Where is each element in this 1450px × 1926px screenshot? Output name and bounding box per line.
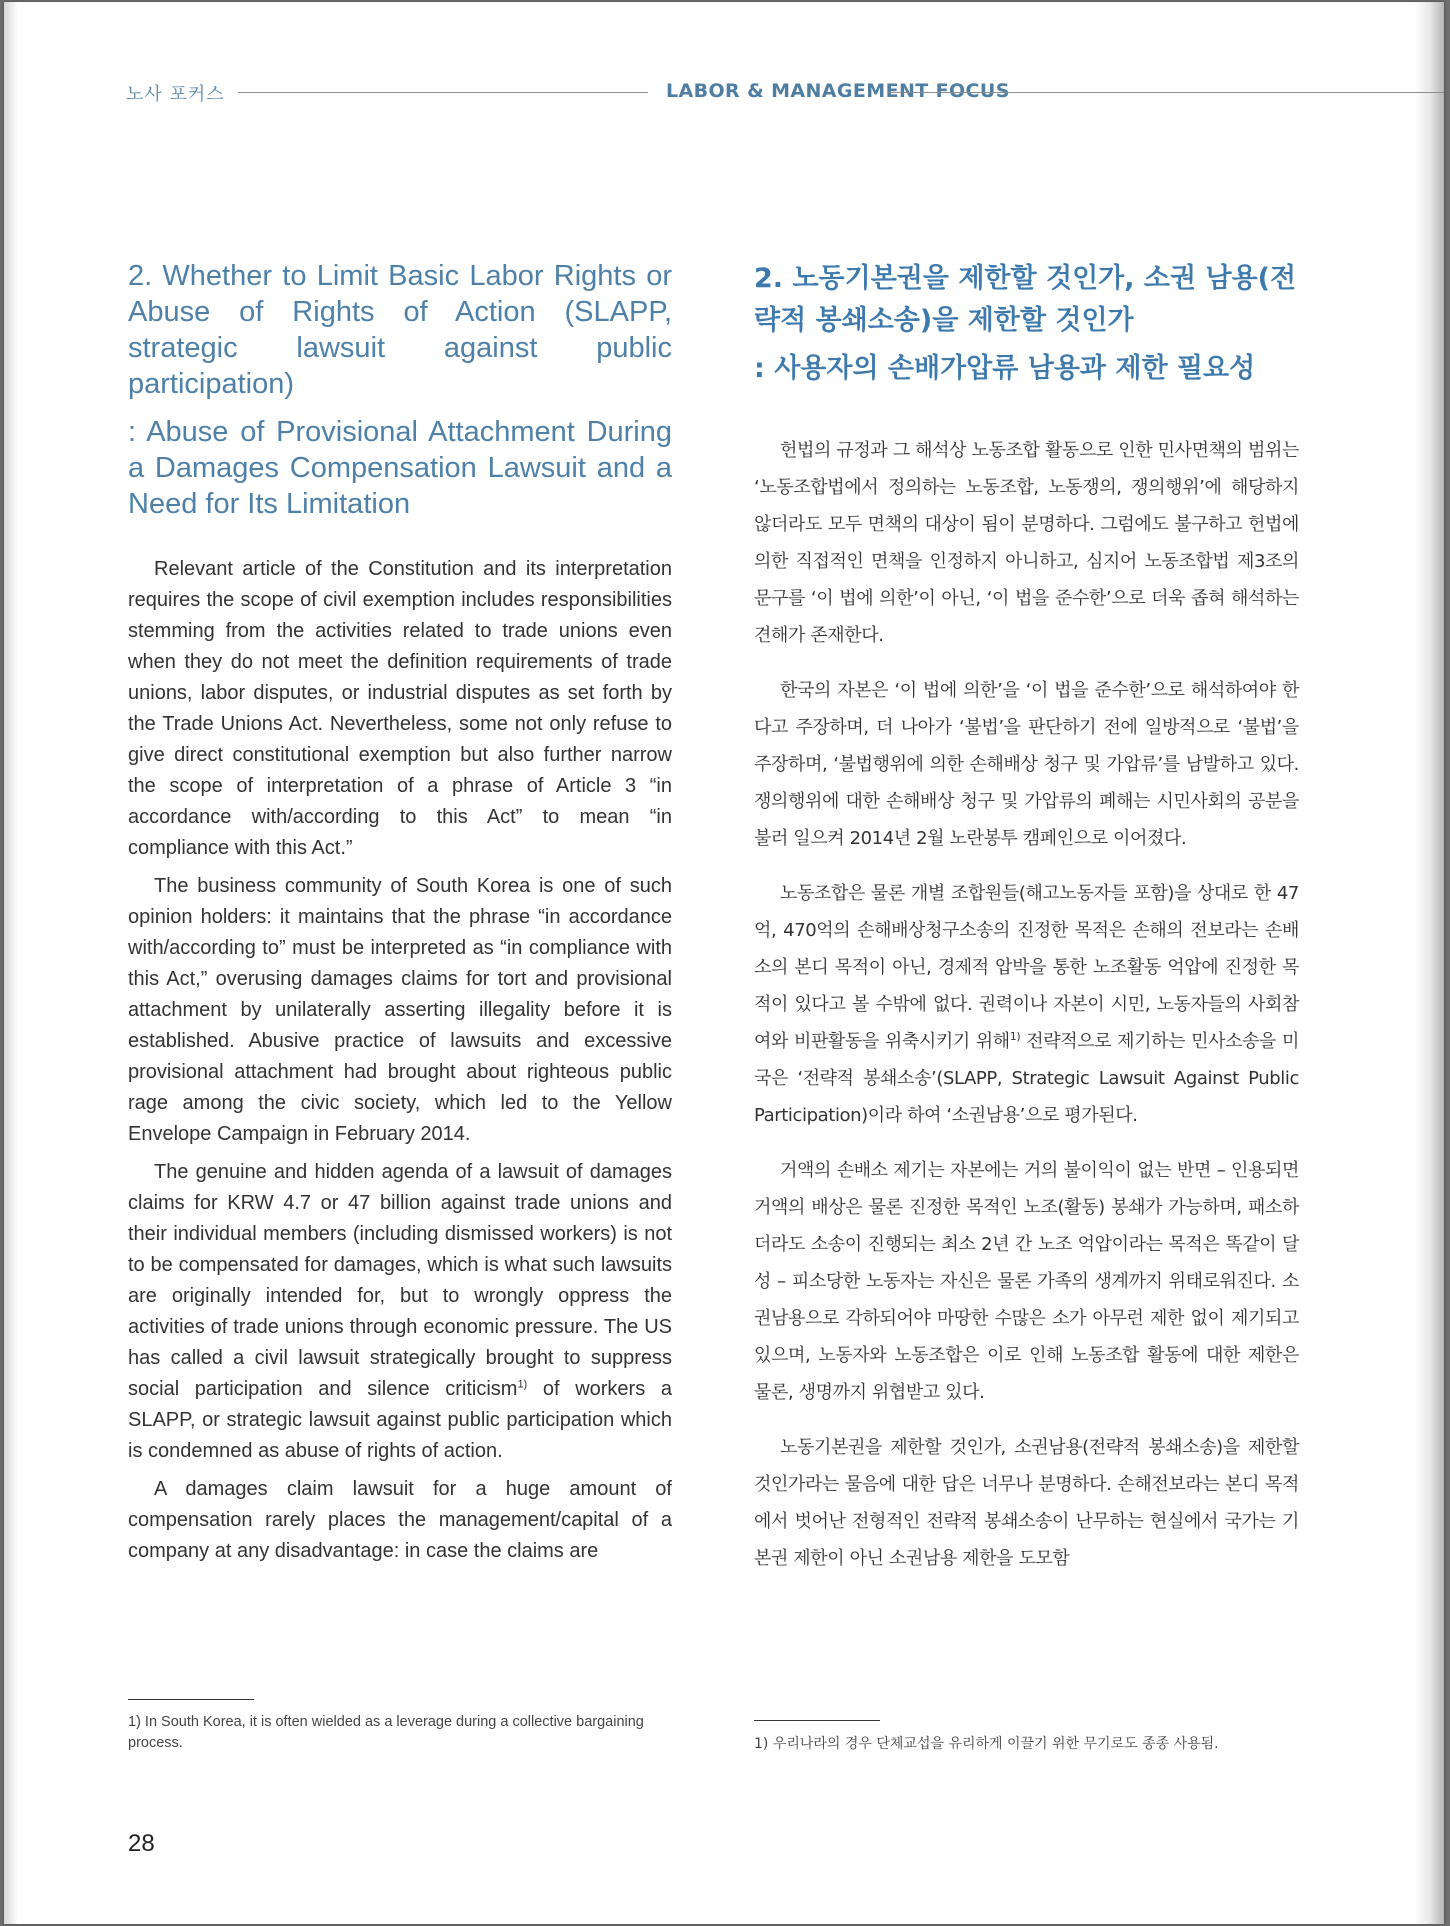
- korean-body: [754, 432, 1299, 1577]
- english-paragraph-2: The business community of South Korea is one of such opinion holders: it maintains that the phrase “in accordance with/according to” must be interpreted as “in compliance with this Act,” overusing damages claims for tort and provisional attachment by unilaterally asserting illegality before it is established. Abusive practice of lawsuits and excessive provisional attachment had brought about righteous public rage among the civic society, which led to the Yellow Envelope Campaign in February 2014.: [128, 875, 672, 1145]
- english-paragraph-3-text: The genuine and hidden agenda of a lawsuit of damages claims for KRW 4.7 or 47 billion against trade unions and their individual members (including dismissed workers) is not to be compensated for damages, which is what such lawsuits are originally intended for, but to wrongly oppress the activities of trade unions through economic pressure. The US has called a civil lawsuit strategically brought to suppress social participation and silence criticism: [128, 1161, 672, 1400]
- korean-paragraph-2: 한국의 자본은 ‘이 법에 의한’을 ‘이 법을 준수한’으로 해석하여야 한다고 주장하며, 더 나아가 ‘불법’을 판단하기 전에 일방적으로 ‘불법’을 주장하며, ‘불법행위에 의한 손해배상 청구 및 가압류’를 남발하고 있다. 쟁의행위에 대한 손해배상 청구 및 가압류의 폐해는 시민사회의 공분을 불러 일으켜 2014년 2월 노란봉투 캠페인으로 이어졌다.: [754, 680, 1299, 849]
- running-header: [126, 80, 1444, 106]
- english-body: [128, 554, 672, 1567]
- english-heading: 2. Whether to Limit Basic Labor Rights or Abuse of Rights of Action (SLAPP, strategic lawsuit against public participation): [128, 260, 672, 400]
- page-binding-shadow: [4, 2, 18, 1924]
- english-column: [128, 258, 672, 1574]
- header-rule-left: [238, 92, 648, 93]
- korean-paragraph-3-text-cont: 전략적으로 제기하는 민사소송을 미국은 ‘전략적 봉쇄소송’(SLAPP, Strategic Lawsuit Against Public Participation)이라 하여 ‘소권남용’으로 평가된다.: [754, 1031, 1299, 1126]
- document-page: [4, 2, 1444, 1924]
- korean-paragraph-3: [754, 875, 1299, 1134]
- english-footnote-rule: [128, 1699, 254, 1700]
- korean-paragraph-4: 거액의 손배소 제기는 자본에는 거의 불이익이 없는 반면 – 인용되면 거액의 배상은 물론 진정한 목적인 노조(활동) 봉쇄가 가능하며, 패소하더라도 소송이 진행되는 최소 2년 간 노조 억압이라는 목적은 똑같이 달성 – 피소당한 노동자는 자신은 물론 가족의 생계까지 위태로워진다. 소권남용으로 각하되어야 마땅한 수많은 소가 아무런 제한 없이 제기되고 있으며, 노동자와 노동조합은 이로 인해 노동조합 활동에 대한 제한은 물론, 생명까지 위협받고 있다.: [754, 1160, 1299, 1403]
- footnote-reference: 1): [1009, 1030, 1021, 1043]
- korean-subheading: : 사용자의 손배가압류 남용과 제한 필요성: [754, 353, 1256, 384]
- korean-paragraph-1: 헌법의 규정과 그 해석상 노동조합 활동으로 인한 민사면책의 범위는 ‘노동조합법에서 정의하는 노동조합, 노동쟁의, 쟁의행위’에 해당하지 않더라도 모두 면책의 대상이 됨이 분명하다. 그럼에도 불구하고 헌법에 의한 직접적인 면책을 인정하지 아니하고, 심지어 노동조합법 제3조의 문구를 ‘이 법에 의한’이 아닌, ‘이 법을 준수한’으로 더욱 좁혀 해석하는 견해가 존재한다.: [754, 440, 1299, 646]
- korean-heading: 2. 노동기본권을 제한할 것인가, 소권 남용(전략적 봉쇄소송)을 제한할 것인가: [754, 263, 1297, 336]
- header-rule-right: [888, 92, 1444, 93]
- footnote-reference: 1): [517, 1378, 528, 1391]
- english-paragraph-1: Relevant article of the Constitution and its interpretation requires the scope of civil exemption includes responsibilities stemming from the activities related to trade unions even when they do not meet the definition requirements of trade unions, labor disputes, or industrial disputes as set forth by the Trade Unions Act. Nevertheless, some not only refuse to give direct constitutional exemption but also further narrow the scope of interpretation of a phrase of Article 3 “in accordance with/according to this Act” to mean “in compliance with this Act.”: [128, 558, 672, 859]
- korean-footnote-rule: [754, 1720, 880, 1721]
- korean-paragraph-5: 노동기본권을 제한할 것인가, 소권남용(전략적 봉쇄소송)을 제한할 것인가라는 물음에 대한 답은 너무나 분명하다. 손해전보라는 본디 목적에서 벗어난 전형적인 전략적 봉쇄소송이 난무하는 현실에서 국가는 기본권 제한이 아닌 소권남용 제한을 도모함: [754, 1437, 1299, 1569]
- english-footnote: 1) In South Korea, it is often wielded as a leverage during a collective bargaining process.: [128, 1714, 644, 1751]
- korean-footnote: 1) 우리나라의 경우 단체교섭을 유리하게 이끌기 위한 무기로도 종종 사용됨.: [754, 1736, 1219, 1752]
- korean-column: [754, 258, 1299, 1595]
- header-korean-label: 노사 포커스: [126, 84, 225, 105]
- page-edge-shadow: [1414, 2, 1444, 1924]
- korean-paragraph-3-text: 노동조합은 물론 개별 조합원들(해고노동자들 포함)을 상대로 한 47억, 470억의 손해배상청구소송의 진정한 목적은 손해의 전보라는 손배소의 본디 목적이 아닌, 경제적 압박을 통한 노조활동 억압에 진정한 목적이 있다고 볼 수밖에 없다. 권력이나 자본이 시민, 노동자들의 사회참여와 비판활동을 위축시키기 위해: [754, 883, 1299, 1052]
- header-english-label: LABOR & MANAGEMENT FOCUS: [666, 80, 1010, 102]
- english-paragraph-3: [128, 1157, 672, 1467]
- english-paragraph-4: A damages claim lawsuit for a huge amount of compensation rarely places the management/capital of a company at any disadvantage: in case the claims are: [128, 1478, 672, 1562]
- english-paragraph-3-text-cont: of workers a SLAPP, or strategic lawsuit against public participation which is condemned as abuse of rights of action.: [128, 1378, 672, 1462]
- english-subheading: : Abuse of Provisional Attachment During a Damages Compensation Lawsuit and a Need for Its Limitation: [128, 416, 672, 520]
- page-number: 28: [128, 1830, 155, 1857]
